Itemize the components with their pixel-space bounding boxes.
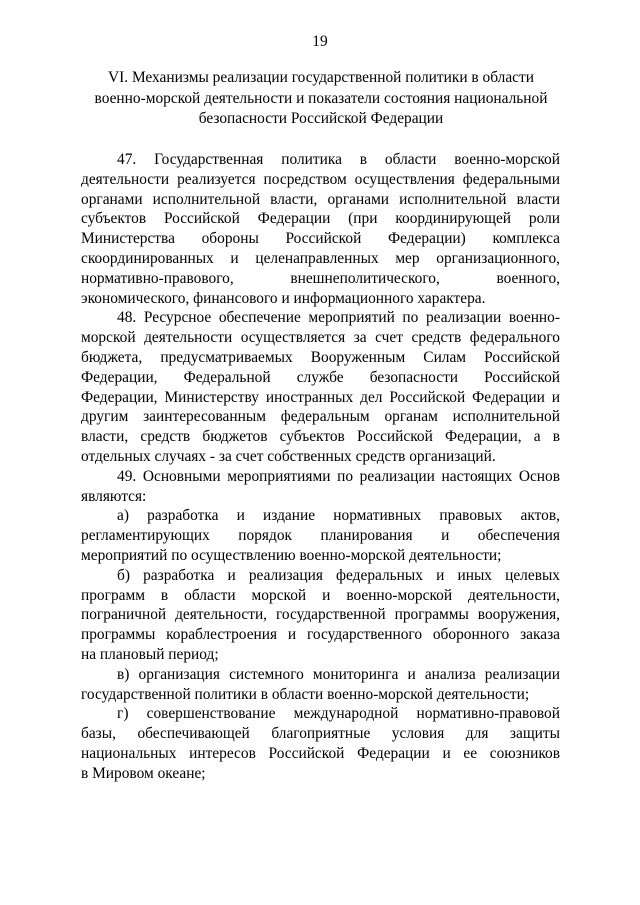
heading-line: военно-морской деятельности и показатели состояния национальной — [94, 89, 548, 107]
text-line: нормативно-правового, внешнеполитического, военного, — [81, 269, 560, 287]
text-line: 49. Основными мероприятиями по реализации настоящих Основ — [117, 467, 560, 485]
text-line: базы, обеспечивающей благоприятные условия для защиты — [81, 725, 560, 743]
text-line: бюджета, предусматриваемых Вооруженным Силам Российской — [81, 348, 560, 366]
text-line: являются: — [81, 487, 147, 505]
text-line: программ в области морской и военно-морской деятельности, — [81, 586, 560, 604]
text-line: Федерации, Федеральной службе безопасности Российской — [81, 368, 560, 386]
text-line: Министерства обороны Российской Федерации) комплекса — [81, 230, 560, 248]
document-body — [81, 150, 560, 784]
heading-line: безопасности Российской Федерации — [198, 110, 444, 127]
list-item-a — [81, 506, 560, 565]
text-line: органами исполнительной власти, органами исполнительной власти — [81, 190, 560, 208]
text-line: экономического, финансового и информационного характера. — [81, 289, 486, 307]
text-line: на плановый период; — [81, 645, 219, 663]
text-line: в Мировом океане; — [81, 764, 206, 782]
text-line: власти, средств бюджетов субъектов Российской Федерации, а в — [81, 428, 560, 446]
text-line: а) разработка и издание нормативных правовых актов, — [117, 507, 560, 525]
list-item-v — [81, 665, 560, 705]
text-line: государственной политики в области военно-морской деятельности; — [81, 685, 530, 703]
heading-line: VI. Механизмы реализации государственной политики в области — [108, 69, 534, 86]
text-line: г) совершенствование международной нормативно-правовой — [117, 705, 560, 723]
text-line: Федерации, Министерству иностранных дел Российской Федерации и — [81, 388, 560, 406]
list-item-g — [81, 704, 560, 783]
text-line: скоординированных и целенаправленных мер организационного, — [81, 249, 560, 267]
list-item-b — [81, 566, 560, 665]
text-line: б) разработка и реализация федеральных и иных целевых — [117, 566, 560, 584]
text-line: 48. Ресурсное обеспечение мероприятий по реализации военно- — [117, 309, 560, 327]
text-line: программы кораблестроения и государственного оборонного заказа — [81, 626, 560, 644]
text-line: морской деятельности осуществляется за счет средств федерального — [81, 329, 560, 347]
section-heading — [81, 68, 561, 130]
text-line: мероприятий по осуществлению военно-морской деятельности; — [81, 546, 502, 564]
text-line: другим заинтересованным федеральным органам исполнительной — [81, 408, 560, 426]
text-line: в) организация системного мониторинга и анализа реализации — [117, 665, 560, 683]
paragraph-49 — [81, 467, 560, 507]
text-line: субъектов Российской Федерации (при координирующей роли — [81, 210, 560, 228]
text-line: 47. Государственная политика в области военно-морской — [117, 151, 560, 168]
page-number: 19 — [312, 33, 328, 50]
text-line: национальных интересов Российской Федерации и ее союзников — [81, 744, 560, 762]
paragraph-47 — [81, 150, 560, 308]
text-line: деятельности реализуется посредством осуществления федеральными — [81, 170, 560, 188]
paragraph-48 — [81, 308, 560, 466]
text-line: регламентирующих порядок планирования и обеспечения — [81, 527, 560, 545]
text-line: пограничной деятельности, государственной программы вооружения, — [81, 606, 560, 624]
text-line: отдельных случаях - за счет собственных средств организаций. — [81, 447, 496, 465]
